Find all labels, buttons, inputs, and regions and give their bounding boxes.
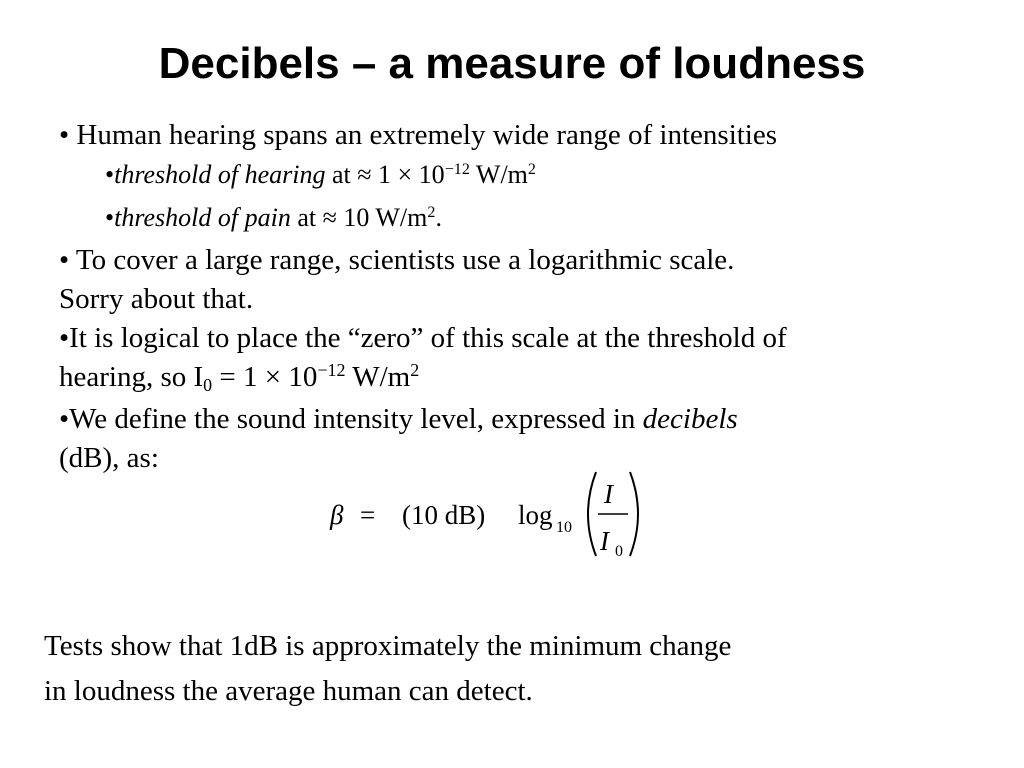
subscript: 0 bbox=[203, 375, 213, 396]
bullet-text: hearing, so I bbox=[59, 361, 204, 393]
unit-exponent: 2 bbox=[427, 204, 436, 222]
bullet-zero-line2 bbox=[59, 358, 1004, 400]
formula-denominator-sub: 0 bbox=[615, 543, 623, 560]
bullet-text: •We define the sound intensity level, expressed in bbox=[59, 403, 643, 435]
sub-bullet-text: at ≈ 10 W/m bbox=[290, 203, 428, 232]
formula-denominator: I bbox=[600, 526, 609, 556]
sub-bullet-end: . bbox=[435, 203, 442, 232]
term-threshold-pain: threshold of pain bbox=[114, 203, 291, 232]
unit-exponent: 2 bbox=[527, 161, 536, 179]
exponent: −12 bbox=[444, 161, 470, 179]
page-title: Decibels – a measure of loudness bbox=[158, 39, 866, 88]
bullet-define-line1 bbox=[59, 400, 1004, 439]
formula-beta: β bbox=[330, 500, 344, 530]
footer-line2: in loudness the average human can detect. bbox=[44, 675, 533, 707]
bullet-human-hearing: • Human hearing spans an extremely wide range of intensities bbox=[59, 119, 778, 151]
term-decibels: decibels bbox=[642, 403, 738, 435]
sub-bullet-threshold-hearing bbox=[59, 155, 1004, 198]
formula-log: log bbox=[518, 500, 553, 530]
bullet-define-line2: (dB), as: bbox=[59, 442, 159, 474]
decibel-formula bbox=[328, 466, 648, 562]
bullet-log-scale-line2: Sorry about that. bbox=[59, 283, 254, 315]
formula-svg bbox=[328, 466, 648, 562]
footer-line1: Tests show that 1dB is approximately the minimum change bbox=[44, 630, 732, 662]
sub-bullet-marker: • bbox=[105, 203, 115, 232]
formula-factor: (10 dB) bbox=[402, 500, 486, 530]
sub-bullet-threshold-pain bbox=[59, 198, 1004, 241]
exponent: −12 bbox=[317, 360, 346, 381]
term-threshold-hearing: threshold of hearing bbox=[114, 160, 326, 189]
unit-text: W/m bbox=[469, 160, 528, 189]
sub-bullet-marker: • bbox=[105, 160, 115, 189]
unit-exponent: 2 bbox=[410, 360, 420, 381]
unit-text: W/m bbox=[345, 361, 411, 393]
bullet-zero-line1: •It is logical to place the “zero” of this scale at the threshold of bbox=[59, 322, 787, 354]
formula-equals: = bbox=[360, 500, 376, 530]
footer-note bbox=[44, 624, 984, 714]
formula-numerator: I bbox=[604, 479, 613, 509]
left-paren bbox=[588, 472, 596, 556]
right-paren bbox=[630, 472, 638, 556]
bullet-list bbox=[59, 116, 1004, 478]
sub-bullet-text: at ≈ 1 × 10 bbox=[325, 160, 445, 189]
bullet-text: = 1 × 10 bbox=[212, 361, 318, 393]
formula-log-base: 10 bbox=[556, 519, 572, 536]
bullet-log-scale-line1: • To cover a large range, scientists use a logarithmic scale. bbox=[59, 244, 735, 276]
